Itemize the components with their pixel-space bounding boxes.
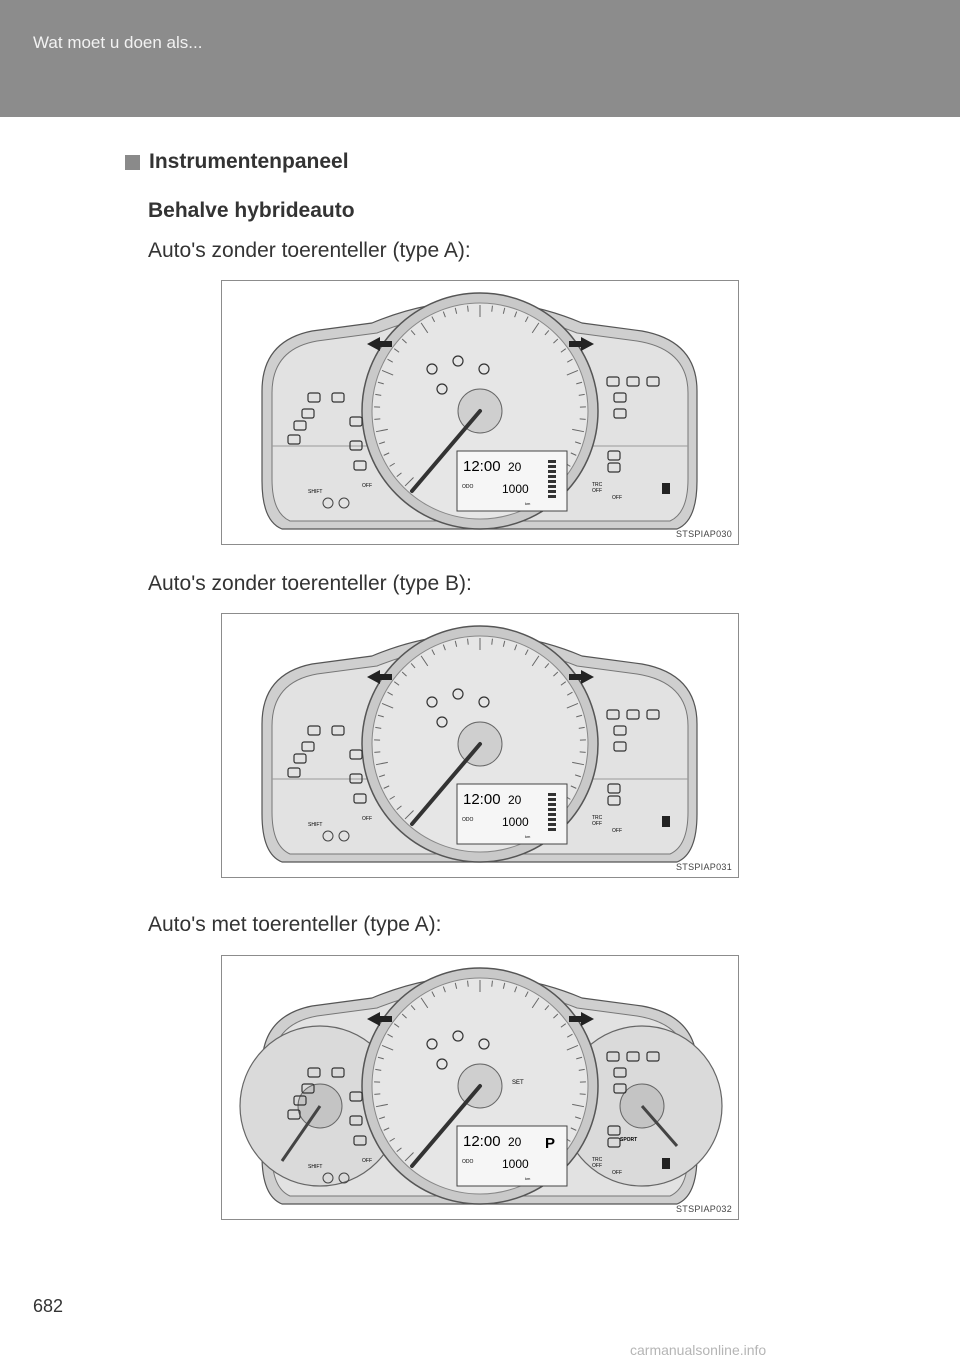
lcd-odo-label: ODO (462, 1159, 474, 1165)
lcd-fuel-segment (548, 798, 556, 801)
assist-off-indicator-label: OFF (362, 816, 372, 822)
speed-tick (492, 639, 493, 645)
trc-off-indicator-label: OFF (592, 488, 602, 494)
lcd-fuel-segment (548, 460, 556, 463)
vsc-off-indicator-label: OFF (612, 495, 622, 501)
trc-off-indicator-label: OFF (592, 1163, 602, 1169)
lcd-fuel-segment (548, 465, 556, 468)
lcd-fuel-segment (548, 480, 556, 483)
trc-indicator-label: TRC (592, 482, 603, 488)
lcd-fuel-segment (548, 818, 556, 821)
lcd-fuel-segment (548, 823, 556, 826)
instrument-cluster-drawing (222, 614, 740, 879)
assist-off-indicator-label: OFF (362, 1158, 372, 1164)
figure-3 (221, 955, 739, 1220)
lcd-temperature: 20 (508, 1135, 522, 1149)
instrument-cluster-drawing (222, 956, 740, 1221)
figure-caption-2: Auto's zonder toerenteller (type B): (148, 572, 472, 595)
cruise-set-indicator-label: SET (512, 1080, 524, 1086)
lcd-clock: 12:00 (463, 458, 501, 475)
lcd-temperature: 20 (508, 460, 522, 474)
figure-label: STSPIAP030 (675, 529, 732, 539)
figure-1 (221, 280, 739, 545)
trc-indicator-label: TRC (592, 1157, 603, 1163)
lcd-odo-label: ODO (462, 817, 474, 823)
vsc-off-indicator-label: OFF (612, 828, 622, 834)
figure-caption-1: Auto's zonder toerenteller (type A): (148, 239, 471, 262)
lcd-unit: km (525, 834, 531, 839)
speed-tick (492, 981, 493, 987)
fuel-pump-icon (662, 816, 670, 827)
fuel-pump-icon (662, 483, 670, 494)
lcd-clock: 12:00 (463, 1133, 501, 1150)
lcd-gear: P (545, 1135, 556, 1152)
lcd-fuel-segment (548, 485, 556, 488)
section-subtitle: Behalve hybrideauto (148, 199, 355, 222)
vsc-off-indicator-label: OFF (612, 1170, 622, 1176)
lcd-fuel-segment (548, 813, 556, 816)
lcd-fuel-segment (548, 828, 556, 831)
shift-indicator-label: SHIFT (308, 822, 323, 828)
square-bullet-icon (125, 155, 140, 170)
instrument-cluster-drawing (222, 281, 740, 546)
section-title: Instrumentenpaneel (149, 150, 349, 173)
lcd-fuel-segment (548, 793, 556, 796)
page-header (0, 0, 960, 117)
lcd-odometer: 1000 (502, 815, 529, 829)
trc-off-indicator-label: OFF (592, 821, 602, 827)
assist-off-indicator-label: OFF (362, 483, 372, 489)
page-number: 682 (33, 1296, 64, 1316)
lcd-fuel-segment (548, 490, 556, 493)
figure-label: STSPIAP032 (675, 1204, 732, 1214)
figure-caption-3: Auto's met toerenteller (type A): (148, 913, 442, 936)
shift-indicator-label: SHIFT (308, 489, 323, 495)
lcd-unit: km (525, 501, 531, 506)
lcd-odo-label: ODO (462, 484, 474, 490)
lcd-fuel-segment (548, 803, 556, 806)
lcd-clock: 12:00 (463, 791, 501, 808)
figure-2 (221, 613, 739, 878)
lcd-fuel-segment (548, 808, 556, 811)
lcd-fuel-segment (548, 470, 556, 473)
fuel-pump-icon (662, 1158, 670, 1169)
speed-tick (492, 306, 493, 312)
lcd-odometer: 1000 (502, 482, 529, 496)
watermark: carmanualsonline.info (630, 1342, 767, 1358)
speed-tick (468, 306, 469, 312)
speed-tick (468, 639, 469, 645)
speed-tick (468, 981, 469, 987)
section-heading (125, 150, 349, 174)
header-title: Wat moet u doen als... (33, 33, 203, 52)
lcd-fuel-segment (548, 495, 556, 498)
sport-indicator-label: SPORT (620, 1137, 638, 1143)
lcd-fuel-segment (548, 475, 556, 478)
figure-label: STSPIAP031 (675, 862, 732, 872)
lcd-odometer: 1000 (502, 1157, 529, 1171)
lcd-unit: km (525, 1176, 531, 1181)
trc-indicator-label: TRC (592, 815, 603, 821)
shift-indicator-label: SHIFT (308, 1164, 323, 1170)
lcd-temperature: 20 (508, 793, 522, 807)
